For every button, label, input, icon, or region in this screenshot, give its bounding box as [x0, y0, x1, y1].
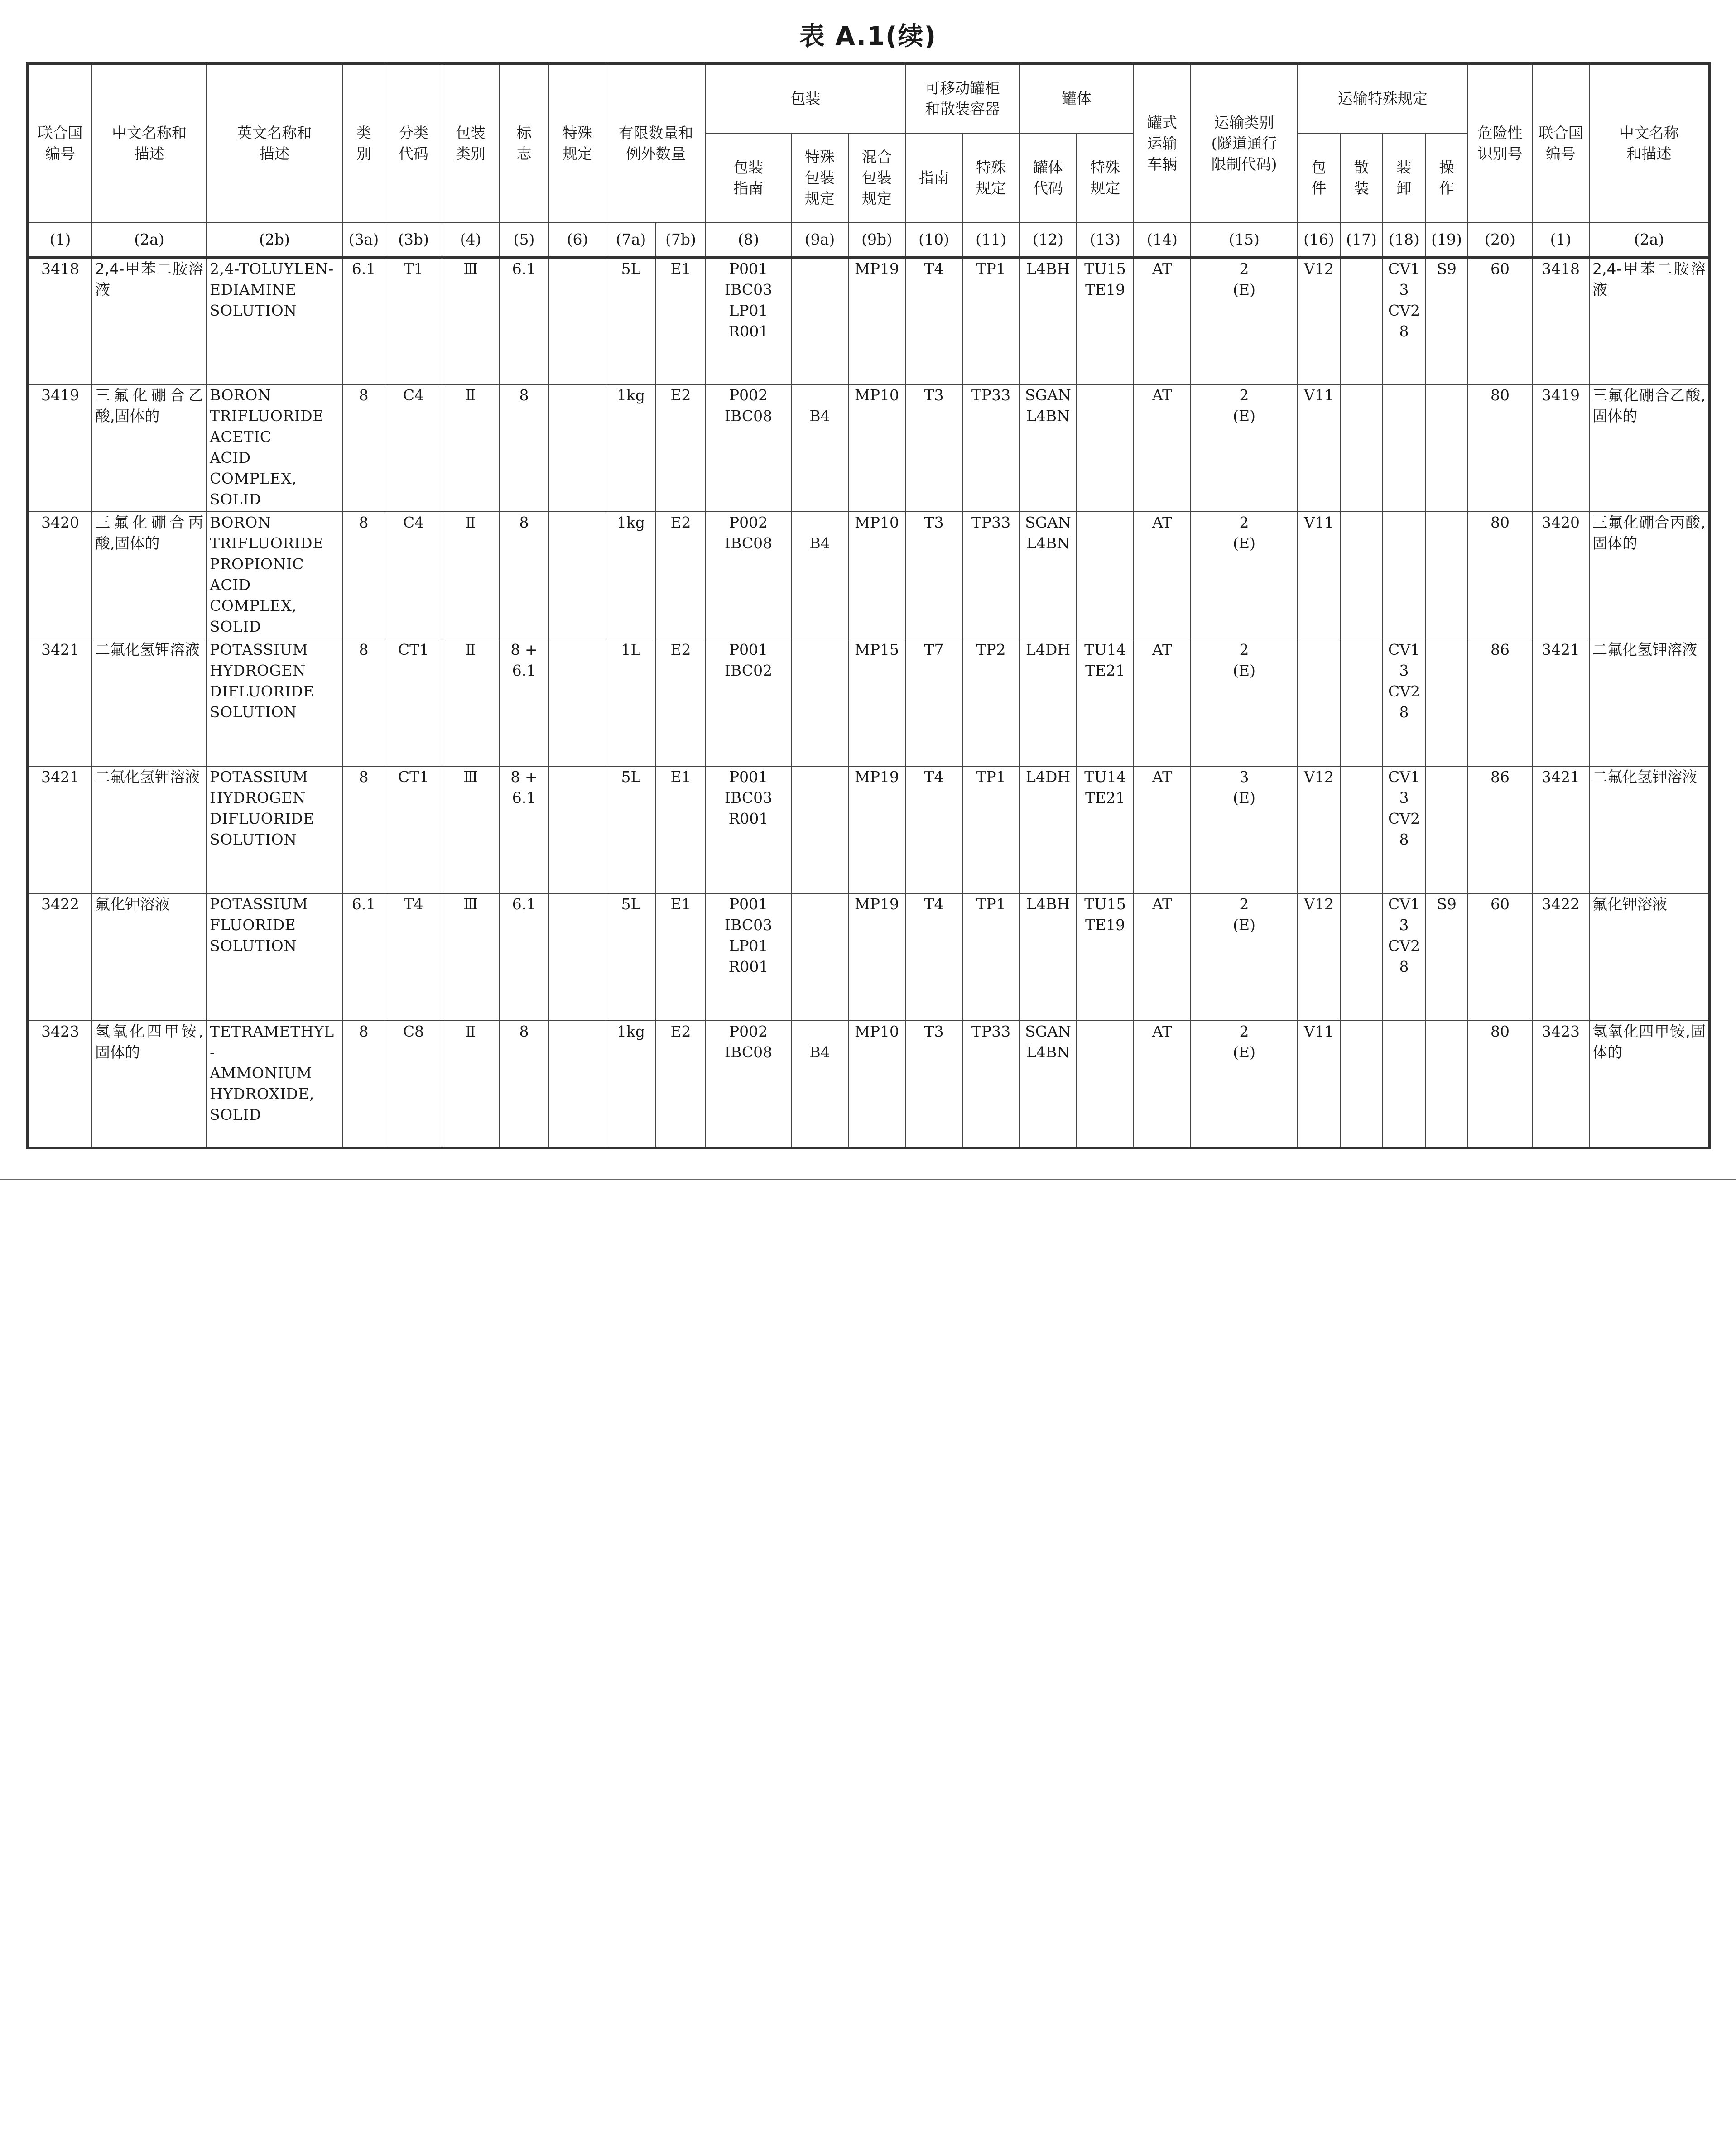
- name-zh-cell: 2,4-甲苯二胺溶液: [92, 257, 207, 384]
- name-zh-cell: 氢氧化四甲铵,固体的: [92, 1021, 207, 1148]
- portable-special-cell: TP1: [962, 257, 1019, 384]
- column-number: (9a): [791, 223, 848, 257]
- portable-instruction-cell: T3: [905, 512, 962, 639]
- hazard-id-cell: 60: [1468, 893, 1532, 1021]
- name-zh-2-cell: 氟化钾溶液: [1589, 893, 1710, 1021]
- tank-code-cell: L4DH: [1019, 639, 1077, 766]
- tank-special-cell: TU14 TE21: [1077, 639, 1134, 766]
- column-number: (8): [706, 223, 791, 257]
- header-label: 标 志: [499, 63, 549, 223]
- un-number-2-cell: 3423: [1532, 1021, 1589, 1148]
- mixed-packing-cell: MP10: [848, 1021, 905, 1148]
- class-cell: 8: [342, 384, 385, 512]
- column-number: (7b): [656, 223, 706, 257]
- tank-special-cell: TU15 TE19: [1077, 893, 1134, 1021]
- sp-operation-cell: [1425, 639, 1468, 766]
- table-body: [28, 257, 1710, 1148]
- mixed-packing-cell: MP19: [848, 257, 905, 384]
- name-zh-2-cell: 氢氧化四甲铵,固体的: [1589, 1021, 1710, 1148]
- portable-instruction-cell: T4: [905, 257, 962, 384]
- sp-package-cell: [1298, 639, 1340, 766]
- class-code-cell: CT1: [385, 639, 442, 766]
- header-class: 类 别: [342, 63, 385, 223]
- limited-quantity-cell: 5L: [606, 766, 656, 893]
- column-number: (13): [1077, 223, 1134, 257]
- hazard-id-cell: 80: [1468, 384, 1532, 512]
- hazard-id-cell: 60: [1468, 257, 1532, 384]
- sp-operation-cell: [1425, 512, 1468, 639]
- name-en-cell: POTASSIUM HYDROGEN DIFLUORIDE SOLUTION: [207, 766, 342, 893]
- header-tank-vehicle: 罐式 运输 车辆: [1134, 63, 1191, 223]
- column-number: (4): [442, 223, 499, 257]
- name-en-cell: TETRAMETHYL- AMMONIUM HYDROXIDE, SOLID: [207, 1021, 342, 1148]
- sp-operation-cell: S9: [1425, 257, 1468, 384]
- name-en-cell: 2,4-TOLUYLEN- EDIAMINE SOLUTION: [207, 257, 342, 384]
- header-un-number: 联合国 编号: [28, 63, 92, 223]
- hazard-id-cell: 86: [1468, 766, 1532, 893]
- class-code-cell: CT1: [385, 766, 442, 893]
- portable-special-cell: TP33: [962, 1021, 1019, 1148]
- header-tank-special: 特殊 规定: [1077, 133, 1134, 223]
- class-code-cell: C8: [385, 1021, 442, 1148]
- excepted-quantity-cell: E1: [656, 257, 706, 384]
- transport-category-cell: 2 (E): [1191, 384, 1298, 512]
- un-number-cell: 3421: [28, 639, 92, 766]
- un-number-cell: 3419: [28, 384, 92, 512]
- column-number: (15): [1191, 223, 1298, 257]
- name-en-cell: BORON TRIFLUORIDE ACETIC ACID COMPLEX, SOLID: [207, 384, 342, 512]
- un-number-2-cell: 3422: [1532, 893, 1589, 1021]
- packing-instruction-cell: P002 IBC08: [706, 512, 791, 639]
- column-number: (17): [1340, 223, 1383, 257]
- tank-code-cell: SGAN L4BN: [1019, 384, 1077, 512]
- packing-group-cell: Ⅱ: [442, 639, 499, 766]
- special-packing-cell: B4: [791, 512, 848, 639]
- excepted-quantity-cell: E1: [656, 766, 706, 893]
- column-number: (2a): [1589, 223, 1710, 257]
- tank-vehicle-cell: AT: [1134, 384, 1191, 512]
- column-number: (9b): [848, 223, 905, 257]
- header-name-en: 英文名称和 描述: [207, 63, 342, 223]
- transport-category-cell: 2 (E): [1191, 639, 1298, 766]
- table-row: [28, 639, 1710, 766]
- column-number: (2b): [207, 223, 342, 257]
- table-row: [28, 1021, 1710, 1148]
- column-number: (3a): [342, 223, 385, 257]
- table-row: [28, 893, 1710, 1021]
- header-special-provisions: 特殊 规定: [549, 63, 606, 223]
- tank-special-cell: [1077, 512, 1134, 639]
- un-number-cell: 3420: [28, 512, 92, 639]
- special-packing-cell: [791, 257, 848, 384]
- name-zh-2-cell: 二氟化氢钾溶液: [1589, 766, 1710, 893]
- name-zh-2-cell: 三氟化硼合丙酸,固体的: [1589, 512, 1710, 639]
- sp-package-cell: V12: [1298, 257, 1340, 384]
- excepted-quantity-cell: E2: [656, 512, 706, 639]
- sp-loading-cell: CV13 CV28: [1383, 257, 1425, 384]
- excepted-quantity-cell: E2: [656, 1021, 706, 1148]
- class-cell: 8: [342, 766, 385, 893]
- name-zh-cell: 二氟化氢钾溶液: [92, 639, 207, 766]
- tank-code-cell: L4DH: [1019, 766, 1077, 893]
- packing-group-cell: Ⅱ: [442, 512, 499, 639]
- special-packing-cell: [791, 639, 848, 766]
- name-zh-cell: 三氟化硼合丙酸,固体的: [92, 512, 207, 639]
- packing-group-cell: Ⅱ: [442, 1021, 499, 1148]
- header-portable-instruction: 指南: [905, 133, 962, 223]
- column-number: (11): [962, 223, 1019, 257]
- column-number: (14): [1134, 223, 1191, 257]
- excepted-quantity-cell: E1: [656, 893, 706, 1021]
- portable-special-cell: TP1: [962, 893, 1019, 1021]
- name-zh-cell: 二氟化氢钾溶液: [92, 766, 207, 893]
- label-cell: 8: [499, 512, 549, 639]
- header-tank: 罐体: [1019, 63, 1134, 133]
- table-header: [28, 63, 1710, 257]
- tank-special-cell: [1077, 1021, 1134, 1148]
- sp-package-cell: V11: [1298, 384, 1340, 512]
- header-class-code: 分类 代码: [385, 63, 442, 223]
- tank-code-cell: L4BH: [1019, 893, 1077, 1021]
- tank-vehicle-cell: AT: [1134, 257, 1191, 384]
- header-sp-loading: 装 卸: [1383, 133, 1425, 223]
- mixed-packing-cell: MP10: [848, 384, 905, 512]
- un-number-cell: 3418: [28, 257, 92, 384]
- label-cell: 6.1: [499, 257, 549, 384]
- mixed-packing-cell: MP19: [848, 893, 905, 1021]
- special-provisions-cell: [549, 766, 606, 893]
- sp-loading-cell: CV13 CV28: [1383, 639, 1425, 766]
- tank-vehicle-cell: AT: [1134, 639, 1191, 766]
- transport-category-cell: 2 (E): [1191, 512, 1298, 639]
- transport-category-cell: 2 (E): [1191, 1021, 1298, 1148]
- un-number-cell: 3423: [28, 1021, 92, 1148]
- tank-special-cell: TU15 TE19: [1077, 257, 1134, 384]
- special-packing-cell: [791, 766, 848, 893]
- column-number: (12): [1019, 223, 1077, 257]
- transport-category-cell: 3 (E): [1191, 766, 1298, 893]
- tank-vehicle-cell: AT: [1134, 766, 1191, 893]
- label-cell: 8 + 6.1: [499, 766, 549, 893]
- special-packing-cell: [791, 893, 848, 1021]
- special-provisions-cell: [549, 512, 606, 639]
- name-en-cell: POTASSIUM HYDROGEN DIFLUORIDE SOLUTION: [207, 639, 342, 766]
- column-number: (1): [1532, 223, 1589, 257]
- mixed-packing-cell: MP10: [848, 512, 905, 639]
- class-cell: 6.1: [342, 893, 385, 1021]
- sp-bulk-cell: [1340, 384, 1383, 512]
- label-cell: 8: [499, 1021, 549, 1148]
- limited-quantity-cell: 1kg: [606, 1021, 656, 1148]
- un-number-cell: 3421: [28, 766, 92, 893]
- name-zh-cell: 氟化钾溶液: [92, 893, 207, 1021]
- special-provisions-cell: [549, 1021, 606, 1148]
- sp-bulk-cell: [1340, 1021, 1383, 1148]
- column-number: (2a): [92, 223, 207, 257]
- tank-special-cell: [1077, 384, 1134, 512]
- un-number-2-cell: 3420: [1532, 512, 1589, 639]
- sp-package-cell: V12: [1298, 893, 1340, 1021]
- header-limited-quantities: 有限数量和 例外数量: [606, 63, 706, 223]
- sp-loading-cell: CV13 CV28: [1383, 766, 1425, 893]
- name-en-cell: BORON TRIFLUORIDE PROPIONIC ACID COMPLEX, SOLID: [207, 512, 342, 639]
- hazard-id-cell: 80: [1468, 1021, 1532, 1148]
- class-code-cell: T1: [385, 257, 442, 384]
- special-provisions-cell: [549, 639, 606, 766]
- tank-code-cell: L4BH: [1019, 257, 1077, 384]
- special-provisions-cell: [549, 893, 606, 1021]
- special-packing-cell: B4: [791, 1021, 848, 1148]
- limited-quantity-cell: 1kg: [606, 512, 656, 639]
- class-cell: 8: [342, 1021, 385, 1148]
- tank-vehicle-cell: AT: [1134, 512, 1191, 639]
- header-sp-bulk: 散 装: [1340, 133, 1383, 223]
- sp-bulk-cell: [1340, 639, 1383, 766]
- label-cell: 8 + 6.1: [499, 639, 549, 766]
- special-packing-cell: B4: [791, 384, 848, 512]
- sp-bulk-cell: [1340, 512, 1383, 639]
- column-number: (6): [549, 223, 606, 257]
- column-number: (7a): [606, 223, 656, 257]
- packing-group-cell: Ⅲ: [442, 766, 499, 893]
- label-cell: 8: [499, 384, 549, 512]
- header-transport-category: 运输类别 (隧道通行 限制代码): [1191, 63, 1298, 223]
- header-packing-group: 包装 类别: [442, 63, 499, 223]
- name-zh-2-cell: 三氟化硼合乙酸,固体的: [1589, 384, 1710, 512]
- portable-special-cell: TP2: [962, 639, 1019, 766]
- column-number: (19): [1425, 223, 1468, 257]
- portable-instruction-cell: T3: [905, 1021, 962, 1148]
- portable-instruction-cell: T3: [905, 384, 962, 512]
- class-code-cell: C4: [385, 384, 442, 512]
- column-number: (16): [1298, 223, 1340, 257]
- sp-operation-cell: [1425, 1021, 1468, 1148]
- packing-group-cell: Ⅲ: [442, 257, 499, 384]
- packing-instruction-cell: P002 IBC08: [706, 384, 791, 512]
- special-provisions-cell: [549, 257, 606, 384]
- sp-package-cell: V12: [1298, 766, 1340, 893]
- sp-operation-cell: [1425, 766, 1468, 893]
- limited-quantity-cell: 5L: [606, 257, 656, 384]
- name-zh-2-cell: 2,4-甲苯二胺溶液: [1589, 257, 1710, 384]
- transport-category-cell: 2 (E): [1191, 893, 1298, 1021]
- packing-instruction-cell: P001 IBC03 LP01 R001: [706, 257, 791, 384]
- name-zh-cell: 三氟化硼合乙酸,固体的: [92, 384, 207, 512]
- portable-special-cell: TP33: [962, 384, 1019, 512]
- portable-instruction-cell: T4: [905, 893, 962, 1021]
- sp-loading-cell: CV13 CV28: [1383, 893, 1425, 1021]
- column-number: (1): [28, 223, 92, 257]
- tank-vehicle-cell: AT: [1134, 1021, 1191, 1148]
- un-number-2-cell: 3418: [1532, 257, 1589, 384]
- header-hazard-id: 危险性 识别号: [1468, 63, 1532, 223]
- sp-bulk-cell: [1340, 766, 1383, 893]
- table-title: 表 A.1(续): [799, 22, 937, 51]
- class-code-cell: C4: [385, 512, 442, 639]
- sp-loading-cell: [1383, 1021, 1425, 1148]
- class-code-cell: T4: [385, 893, 442, 1021]
- excepted-quantity-cell: E2: [656, 639, 706, 766]
- portable-instruction-cell: T4: [905, 766, 962, 893]
- name-zh-2-cell: 二氟化氢钾溶液: [1589, 639, 1710, 766]
- header-un-number-2: 联合国 编号: [1532, 63, 1589, 223]
- label-cell: 6.1: [499, 893, 549, 1021]
- special-provisions-cell: [549, 384, 606, 512]
- mixed-packing-cell: MP15: [848, 639, 905, 766]
- header-packing-instruction: 包装 指南: [706, 133, 791, 223]
- sp-operation-cell: [1425, 384, 1468, 512]
- header-portable-tanks: 可移动罐柜 和散装容器: [905, 63, 1019, 133]
- table-row: [28, 384, 1710, 512]
- un-number-2-cell: 3421: [1532, 766, 1589, 893]
- column-number: (3b): [385, 223, 442, 257]
- portable-special-cell: TP1: [962, 766, 1019, 893]
- limited-quantity-cell: 1L: [606, 639, 656, 766]
- portable-special-cell: TP33: [962, 512, 1019, 639]
- un-number-2-cell: 3421: [1532, 639, 1589, 766]
- header-tank-code: 罐体 代码: [1019, 133, 1077, 223]
- tank-special-cell: TU14 TE21: [1077, 766, 1134, 893]
- packing-group-cell: Ⅲ: [442, 893, 499, 1021]
- header-mixed-packing: 混合 包装 规定: [848, 133, 905, 223]
- packing-group-cell: Ⅱ: [442, 384, 499, 512]
- packing-instruction-cell: P001 IBC03 LP01 R001: [706, 893, 791, 1021]
- header-sp-package: 包 件: [1298, 133, 1340, 223]
- header-transport-special-provisions: 运输特殊规定: [1298, 63, 1468, 133]
- sp-bulk-cell: [1340, 893, 1383, 1021]
- mixed-packing-cell: MP19: [848, 766, 905, 893]
- sp-loading-cell: [1383, 384, 1425, 512]
- header-name-zh: 中文名称和 描述: [92, 63, 207, 223]
- page-divider: [0, 1179, 1736, 1180]
- limited-quantity-cell: 5L: [606, 893, 656, 1021]
- tank-code-cell: SGAN L4BN: [1019, 512, 1077, 639]
- excepted-quantity-cell: E2: [656, 384, 706, 512]
- sp-loading-cell: [1383, 512, 1425, 639]
- dangerous-goods-table: [26, 62, 1711, 1149]
- table-row: [28, 766, 1710, 893]
- tank-vehicle-cell: AT: [1134, 893, 1191, 1021]
- packing-instruction-cell: P001 IBC03 R001: [706, 766, 791, 893]
- sp-package-cell: V11: [1298, 1021, 1340, 1148]
- table-row: [28, 257, 1710, 384]
- hazard-id-cell: 80: [1468, 512, 1532, 639]
- tank-code-cell: SGAN L4BN: [1019, 1021, 1077, 1148]
- header-portable-special: 特殊 规定: [962, 133, 1019, 223]
- header-name-zh-2: 中文名称 和描述: [1589, 63, 1710, 223]
- un-number-2-cell: 3419: [1532, 384, 1589, 512]
- column-number: (10): [905, 223, 962, 257]
- packing-instruction-cell: P001 IBC02: [706, 639, 791, 766]
- class-cell: 8: [342, 512, 385, 639]
- column-number: (18): [1383, 223, 1425, 257]
- hazard-id-cell: 86: [1468, 639, 1532, 766]
- column-number: (5): [499, 223, 549, 257]
- packing-instruction-cell: P002 IBC08: [706, 1021, 791, 1148]
- un-number-cell: 3422: [28, 893, 92, 1021]
- header-sp-operation: 操 作: [1425, 133, 1468, 223]
- column-number-row: [28, 223, 1710, 257]
- limited-quantity-cell: 1kg: [606, 384, 656, 512]
- header-special-packing: 特殊 包装 规定: [791, 133, 848, 223]
- class-cell: 8: [342, 639, 385, 766]
- class-cell: 6.1: [342, 257, 385, 384]
- table-row: [28, 512, 1710, 639]
- transport-category-cell: 2 (E): [1191, 257, 1298, 384]
- sp-package-cell: V11: [1298, 512, 1340, 639]
- header-packaging: 包装: [706, 63, 905, 133]
- sp-operation-cell: S9: [1425, 893, 1468, 1021]
- portable-instruction-cell: T7: [905, 639, 962, 766]
- sp-bulk-cell: [1340, 257, 1383, 384]
- column-number: (20): [1468, 223, 1532, 257]
- name-en-cell: POTASSIUM FLUORIDE SOLUTION: [207, 893, 342, 1021]
